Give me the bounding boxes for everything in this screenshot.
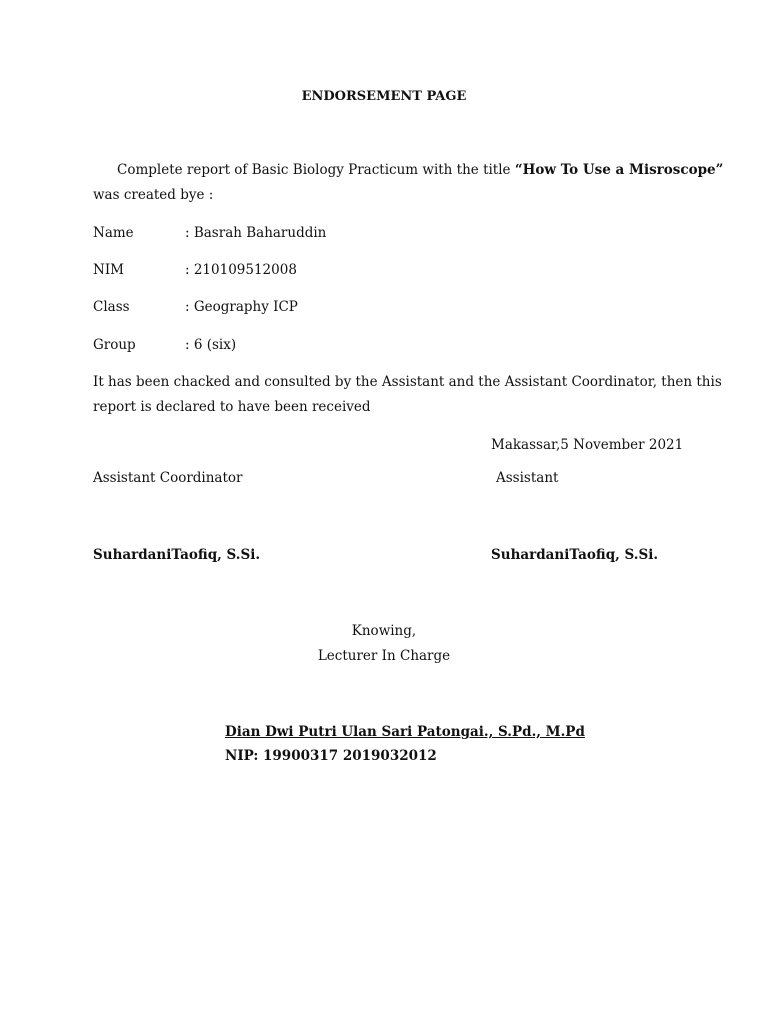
page-title: ENDORSEMENT PAGE [301, 89, 467, 104]
field-value-group: : 6 (six) [185, 337, 237, 353]
field-label-nim: NIM [93, 262, 124, 278]
field-label-name: Name [93, 225, 134, 241]
lecturer-nip: NIP: 19900317 2019032012 [225, 748, 437, 764]
statement-line1: It has been chacked and consulted by the Assistant and the Assistant Coordinator, then this [93, 374, 722, 390]
assistant-role: Assistant [496, 470, 559, 486]
assistant-name: SuhardaniTaofiq, S.Si. [491, 547, 659, 563]
assistant-coordinator-name: SuhardaniTaofiq, S.Si. [93, 547, 261, 563]
report-title: “How To Use a Misroscope” [514, 162, 724, 178]
field-value-name: : Basrah Baharuddin [185, 225, 327, 241]
lecturer-name: Dian Dwi Putri Ulan Sari Patongai., S.Pd., M.Pd [225, 724, 585, 740]
place-date: Makassar,5 November 2021 [491, 437, 684, 453]
field-label-group: Group [93, 337, 136, 353]
intro-paragraph-line2: was created bye : [93, 187, 214, 203]
field-value-nim: : 210109512008 [185, 262, 297, 278]
intro-prefix: Complete report of Basic Biology Practicum with the title [117, 162, 515, 178]
lecturer-role: Lecturer In Charge [317, 648, 451, 664]
field-label-class: Class [93, 299, 130, 315]
intro-paragraph-line1 [117, 164, 723, 178]
field-value-class: : Geography ICP [185, 299, 298, 315]
assistant-coordinator-role: Assistant Coordinator [93, 470, 243, 486]
statement-line2: report is declared to have been received [93, 399, 371, 415]
knowing-label: Knowing, [351, 623, 417, 639]
